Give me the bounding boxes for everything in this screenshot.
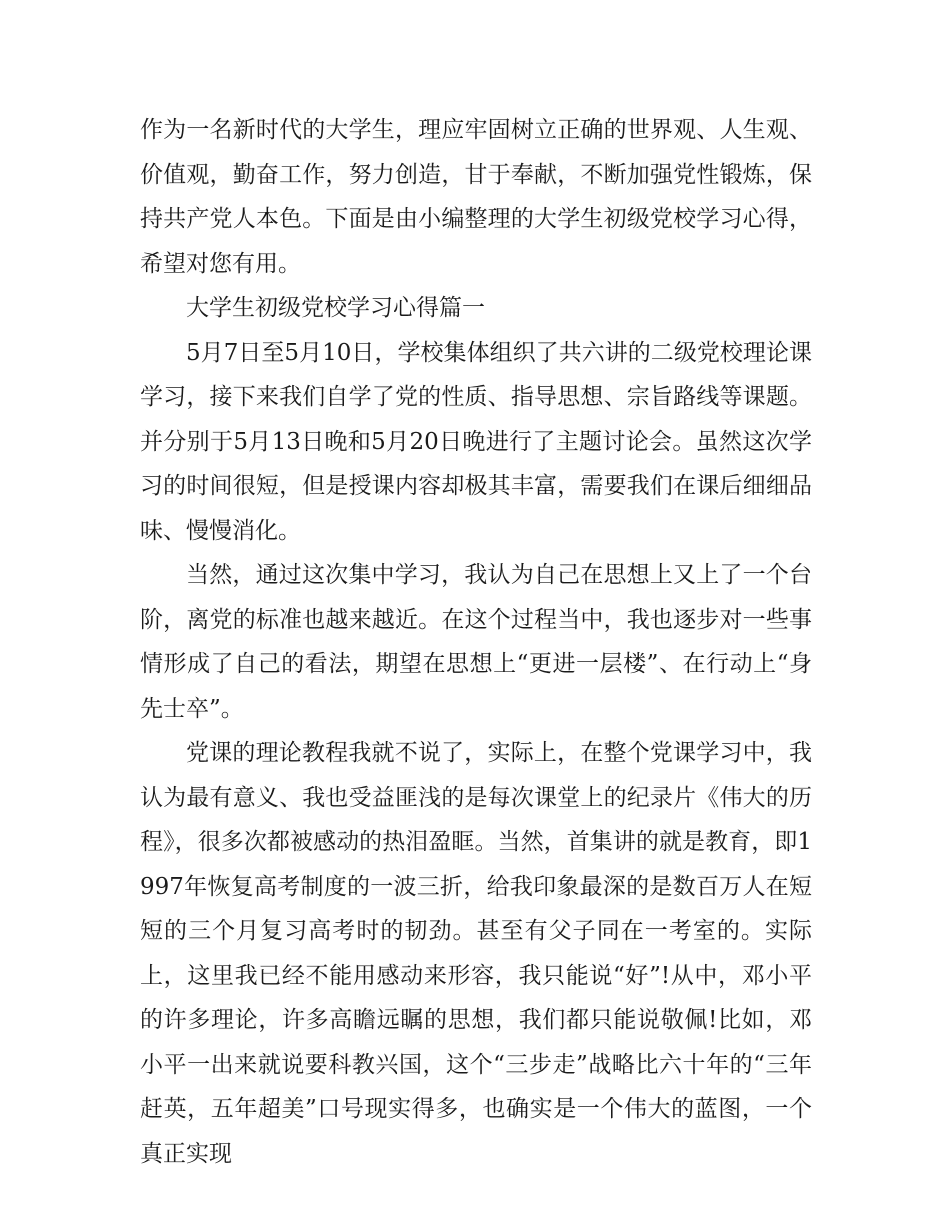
document-body [140,108,812,1176]
body-paragraph-1: 5月7日至5月10日，学校集体组织了共六讲的二级党校理论课学习，接下来我们自学了党的性质、指导思想、宗旨路线等课题。并分别于5月13日晚和5月20日晚进行了主题讨论会。虽然这次学习的时间很短，但是授课内容却极其丰富，需要我们在课后细细品味、慢慢消化。 [140,339,812,544]
section-heading: 大学生初级党校学习心得篇一 [186,295,485,321]
body-paragraph-2: 当然，通过这次集中学习，我认为自己在思想上又上了一个台阶，离党的标准也越来越近。在这个过程当中，我也逐步对一些事情形成了自己的看法，期望在思想上“更进一层楼”、在行动上“身先士卒”。 [140,562,812,722]
intro-paragraph: 作为一名新时代的大学生，理应牢固树立正确的世界观、人生观、价值观，勤奋工作，努力创造，甘于奉献，不断加强党性锻炼，保持共产党人本色。下面是由小编整理的大学生初级党校学习心得，希望对您有用。 [140,117,812,277]
body-paragraph-3: 党课的理论教程我就不说了，实际上，在整个党课学习中，我认为最有意义、我也受益匪浅的是每次课堂上的纪录片《伟大的历程》，很多次都被感动的热泪盈眶。当然，首集讲的就是教育，即1997年恢复高考制度的一波三折，给我印象最深的是数百万人在短短的三个月复习高考时的韧劲。甚至有父子同在一考室的。实际上，这里我已经不能用感动来形容，我只能说“好”!从中，邓小平的许多理论，许多高瞻远瞩的思想，我们都只能说敬佩!比如，邓小平一出来就说要科教兴国，这个“三步走”战略比六十年的“三年赶英，五年超美”口号现实得多，也确实是一个伟大的蓝图，一个真正实现 [140,740,812,1167]
